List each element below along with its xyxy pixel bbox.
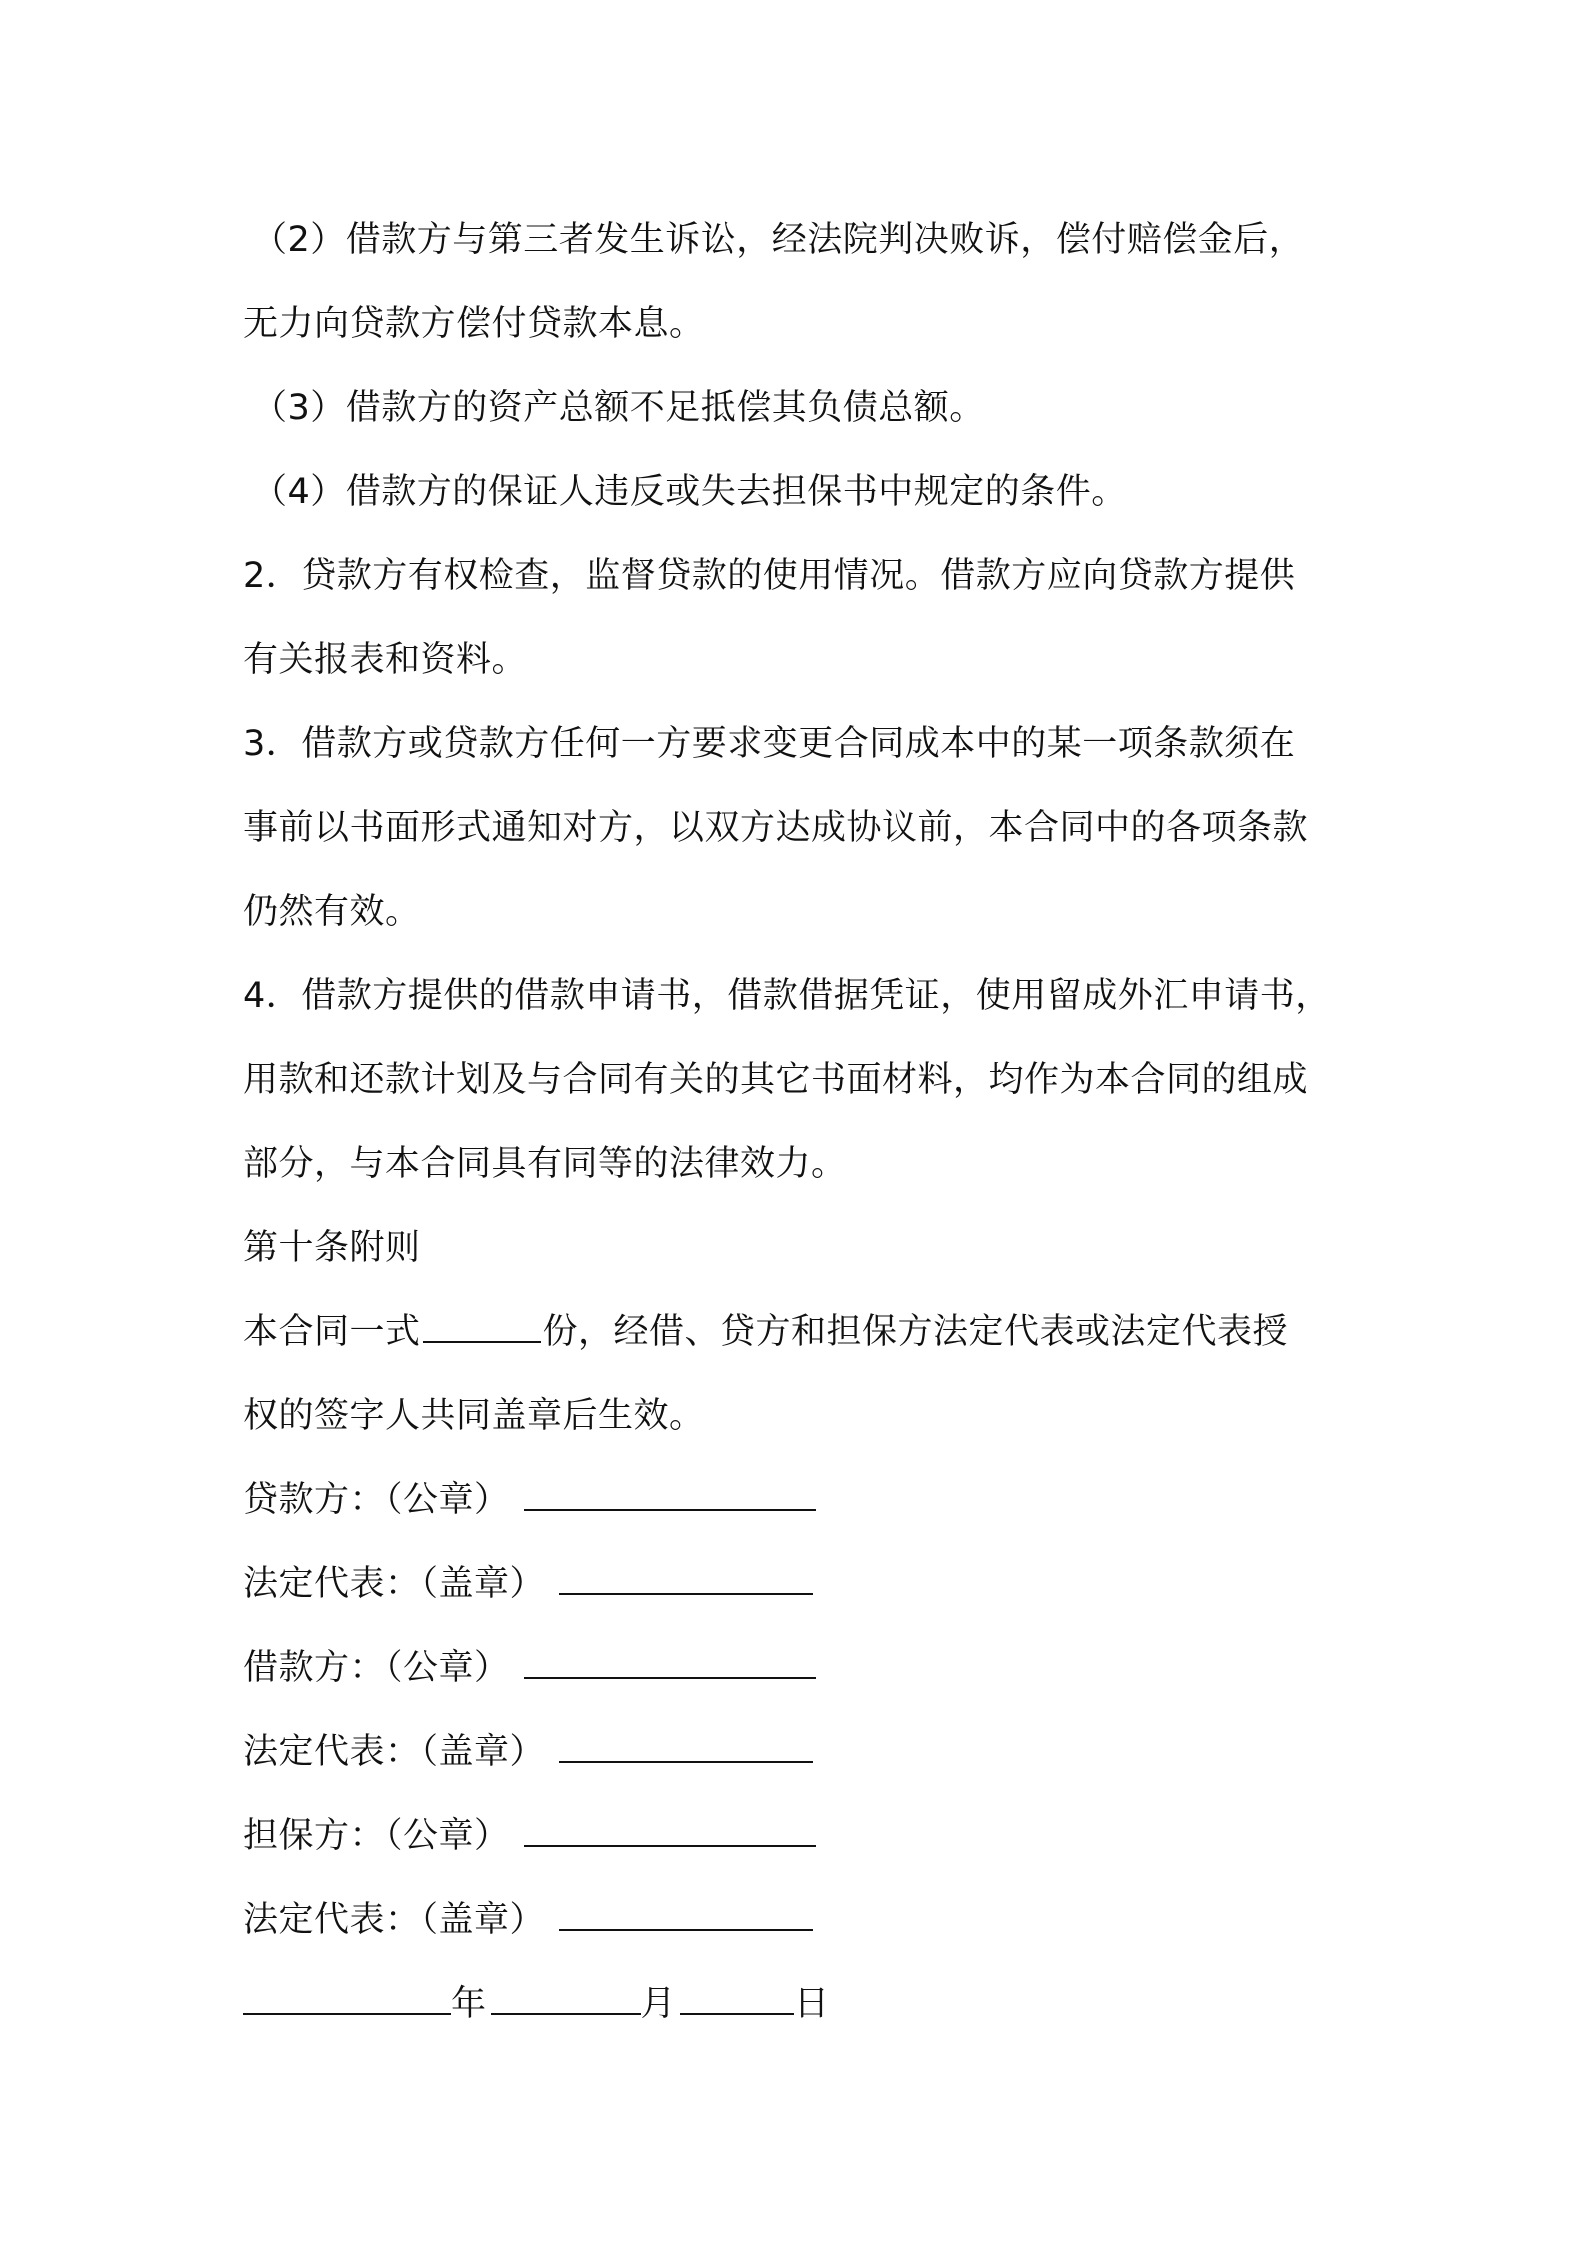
borrower-rep-signature-blank[interactable]	[559, 1731, 813, 1763]
lender-rep-signature-blank[interactable]	[559, 1563, 813, 1595]
item-2-line-2: 有关报表和资料。	[243, 640, 528, 680]
day-label: 日	[794, 1984, 830, 2024]
month-blank[interactable]	[491, 1983, 641, 2015]
borrower-label: 借款方：（公章）	[243, 1648, 510, 1688]
signature-lender-rep	[243, 1542, 1363, 1626]
copies-blank[interactable]	[423, 1311, 541, 1343]
signature-guarantor-rep	[243, 1878, 1363, 1962]
item-3-line-3: 仍然有效。	[243, 892, 421, 932]
guarantor-rep-signature-blank[interactable]	[559, 1899, 813, 1931]
year-blank[interactable]	[243, 1983, 451, 2015]
borrower-signature-blank[interactable]	[524, 1647, 816, 1679]
item-3-line-2: 事前以书面形式通知对方，以双方达成协议前，本合同中的各项条款	[243, 808, 1309, 848]
year-label: 年	[451, 1984, 487, 2024]
article-heading: 第十条附则	[243, 1228, 421, 1268]
borrower-rep-label: 法定代表：（盖章）	[243, 1732, 546, 1772]
guarantor-label: 担保方：（公章）	[243, 1816, 510, 1856]
copies-suffix: 份，经借、贷方和担保方法定代表或法定代表授	[542, 1312, 1289, 1352]
item-4-line-3: 部分，与本合同具有同等的法律效力。	[243, 1144, 847, 1184]
signature-borrower-rep	[243, 1710, 1363, 1794]
guarantor-rep-label: 法定代表：（盖章）	[243, 1900, 546, 1940]
item-2-line-1: 2．贷款方有权检查，监督贷款的使用情况。借款方应向贷款方提供	[243, 556, 1296, 596]
copies-line	[243, 1290, 1363, 1374]
copies-prefix: 本合同一式	[243, 1312, 421, 1352]
signature-guarantor	[243, 1794, 1363, 1878]
guarantor-signature-blank[interactable]	[524, 1815, 816, 1847]
signature-lender	[243, 1458, 1363, 1542]
date-line	[243, 1962, 1363, 2046]
item-3-line-1: 3．借款方或贷款方任何一方要求变更合同成本中的某一项条款须在	[243, 724, 1296, 764]
document-body	[243, 198, 1363, 2046]
lender-signature-blank[interactable]	[524, 1479, 816, 1511]
signature-borrower	[243, 1626, 1363, 1710]
day-blank[interactable]	[680, 1983, 794, 2015]
month-label: 月	[640, 1984, 677, 2024]
clause-3: （3）借款方的资产总额不足抵偿其负债总额。	[252, 388, 985, 428]
clause-2-line-1: （2）借款方与第三者发生诉讼，经法院判决败诉，偿付赔偿金后，	[252, 220, 1305, 260]
item-4-line-2: 用款和还款计划及与合同有关的其它书面材料，均作为本合同的组成	[243, 1060, 1309, 1100]
clause-2-line-2: 无力向贷款方偿付贷款本息。	[243, 304, 705, 344]
copies-line-2: 权的签字人共同盖章后生效。	[243, 1396, 705, 1436]
lender-rep-label: 法定代表：（盖章）	[243, 1564, 546, 1604]
item-4-line-1: 4．借款方提供的借款申请书，借款借据凭证，使用留成外汇申请书，	[243, 976, 1331, 1016]
lender-label: 贷款方：（公章）	[243, 1480, 510, 1520]
clause-4: （4）借款方的保证人违反或失去担保书中规定的条件。	[252, 472, 1127, 512]
